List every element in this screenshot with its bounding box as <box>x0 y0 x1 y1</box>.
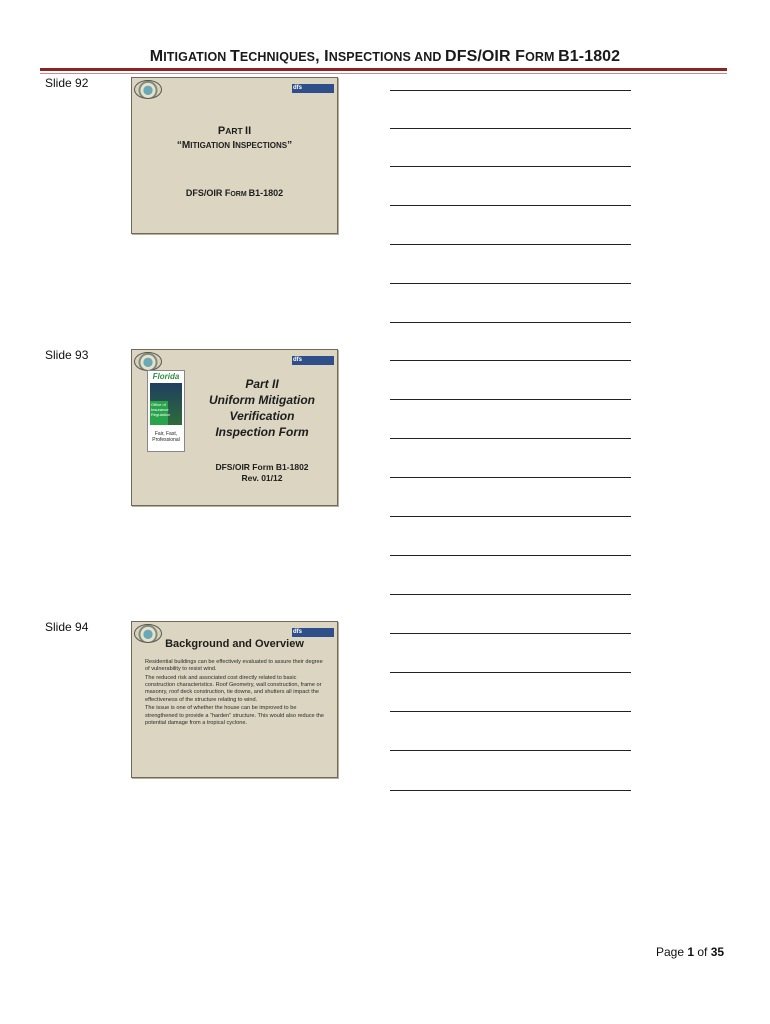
note-line <box>390 633 631 634</box>
title-segment: B1-1802 <box>558 48 621 65</box>
header-rule-thick <box>40 68 727 71</box>
slide-title-line: Inspection Form <box>215 425 309 439</box>
title-segment: , I <box>315 48 329 65</box>
slide-title: Background and Overview <box>165 638 304 650</box>
note-line <box>390 790 631 791</box>
note-line <box>390 128 631 129</box>
slide-subtitle: “MITIGATION INSPECTIONS” <box>176 140 293 151</box>
slide-form-line: DFS/OIR Form B1-1802 <box>215 462 309 472</box>
note-line <box>390 555 631 556</box>
slide-form-reference: DFS/OIR FORM B1-1802 <box>185 188 284 198</box>
slide-title-line: Uniform Mitigation <box>209 393 315 407</box>
slide-label: Slide 92 <box>45 76 89 90</box>
slide-thumbnail-93 <box>131 349 338 506</box>
title-segment: NSPECTIONS AND <box>328 50 446 64</box>
note-line <box>390 399 631 400</box>
slide-thumbnail-92 <box>131 77 338 234</box>
slide-paragraph: The issue is one of whether the house can be improved to be strengthened to provide a “harden” structure. This would also reduce the potential damage from a tropical cyclone. <box>145 705 324 726</box>
note-line <box>390 322 631 323</box>
slide-label: Slide 94 <box>45 620 89 634</box>
note-line <box>390 516 631 517</box>
note-line <box>390 594 631 595</box>
note-line <box>390 166 631 167</box>
title-segment: M <box>149 48 164 65</box>
title-segment: ITIGATION <box>163 50 230 64</box>
florida-seal-icon <box>134 352 162 371</box>
title-segment: T <box>229 48 240 65</box>
slide-paragraph: The reduced risk and associated cost directly related to basic construction characteristics. Roof Geometry, wall construction, frame or masonry, roof deck construction, tie downs, and shutters all impact the effectiveness of the structure relating to wind. <box>145 675 322 703</box>
agency-logo-icon: dfs <box>292 628 334 637</box>
note-line <box>390 438 631 439</box>
slide-title-line: Part II <box>245 377 279 391</box>
note-line <box>390 283 631 284</box>
slide-title-line: Verification <box>229 409 295 423</box>
slide-thumbnail-94 <box>131 621 338 778</box>
note-line <box>390 750 631 751</box>
title-segment: ORM <box>525 50 559 64</box>
oir-logo: Florida Office of Insurance Regulation Fair, Fast, Professional <box>147 370 185 452</box>
note-line <box>390 477 631 478</box>
slide-form-line: Rev. 01/12 <box>241 473 283 483</box>
slide-part-heading: PART II <box>217 125 252 137</box>
note-line <box>390 672 631 673</box>
slide-paragraph: Residential buildings can be effectively evaluated to assure their degree of vulnerability to resist wind. <box>145 659 323 673</box>
slide-label: Slide 93 <box>45 348 89 362</box>
note-line <box>390 244 631 245</box>
note-line <box>390 205 631 206</box>
agency-logo-icon: dfs <box>292 356 334 365</box>
florida-seal-icon <box>134 80 162 99</box>
title-segment: DFS/OIR F <box>445 48 526 65</box>
page-number: Page 1 of 35 <box>656 945 725 959</box>
note-line <box>390 360 631 361</box>
header-rule-thin <box>40 73 727 74</box>
agency-logo-icon: dfs <box>292 84 334 93</box>
note-line <box>390 711 631 712</box>
title-segment: ECHNIQUES <box>239 50 316 64</box>
note-line <box>390 90 631 91</box>
slide-body <box>145 659 327 729</box>
document-title <box>0 48 770 66</box>
